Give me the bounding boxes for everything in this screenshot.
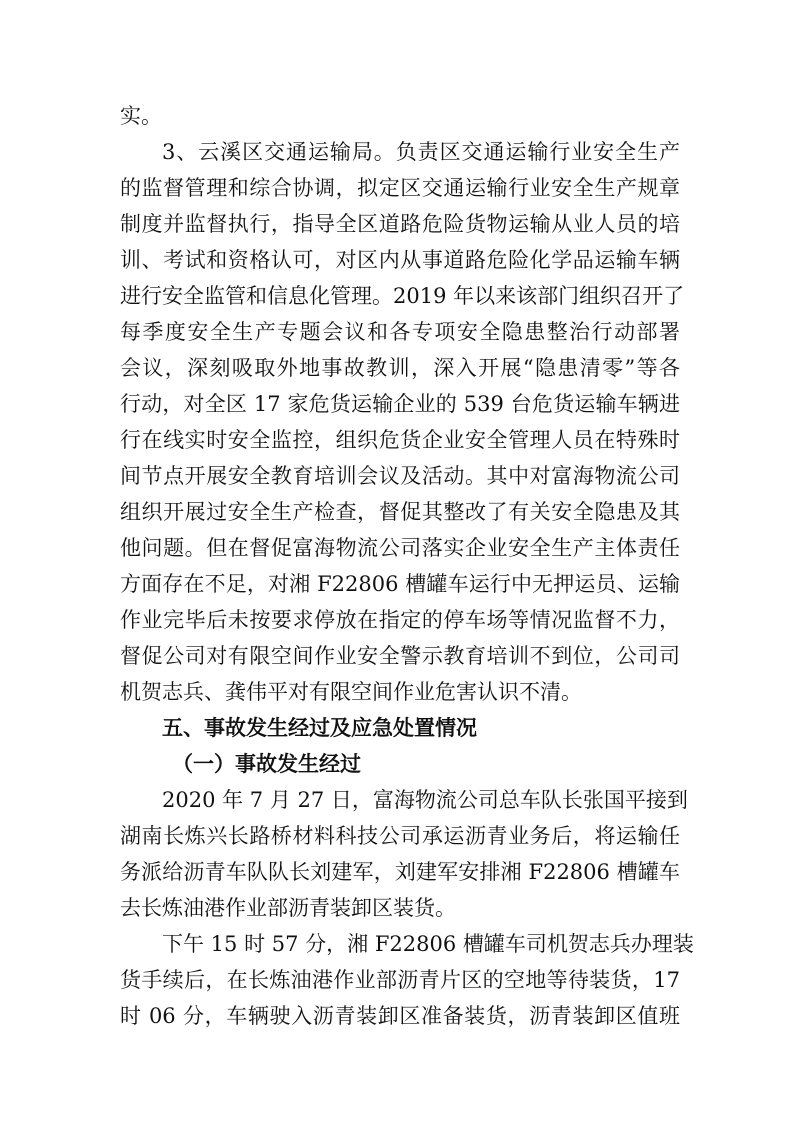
paragraph-line: 间节点开展安全教育培训会议及活动。其中对富海物流公司 — [120, 464, 680, 488]
subsection-heading: （一）事故发生经过 — [172, 752, 361, 776]
paragraph-line: 下午 15 时 57 分，湘 F22806 槽罐车司机贺志兵办理装 — [162, 932, 694, 956]
paragraph-line: 训、考试和资格认可，对区内从事道路危险化学品运输车辆 — [120, 248, 680, 272]
paragraph-line: 湖南长炼兴长路桥材料科技公司承运沥青业务后，将运输任 — [120, 824, 680, 848]
section-heading: 五、事故发生经过及应急处置情况 — [162, 716, 477, 740]
paragraph-line: 2020 年 7 月 27 日，富海物流公司总车队长张国平接到 — [162, 788, 688, 812]
paragraph-line: 3、云溪区交通运输局。负责区交通运输行业安全生产 — [162, 140, 680, 164]
paragraph-line: 他问题。但在督促富海物流公司落实企业安全生产主体责任 — [120, 536, 680, 560]
paragraph-line: 务派给沥青车队队长刘建军，刘建军安排湘 F22806 槽罐车 — [120, 860, 680, 884]
paragraph-line: 督促公司对有限空间作业安全警示教育培训不到位，公司司 — [120, 644, 680, 668]
paragraph-line: 组织开展过安全生产检查，督促其整改了有关安全隐患及其 — [120, 500, 680, 524]
paragraph-line: 去长炼油港作业部沥青装卸区装货。 — [120, 896, 456, 920]
document-body — [120, 98, 694, 1034]
paragraph-line: 行在线实时安全监控，组织危货企业安全管理人员在特殊时 — [120, 428, 680, 452]
paragraph-line: 制度并监督执行，指导全区道路危险货物运输从业人员的培 — [120, 212, 680, 236]
paragraph-line: 机贺志兵、龚伟平对有限空间作业危害认识不清。 — [120, 680, 582, 704]
paragraph-line: 作业完毕后未按要求停放在指定的停车场等情况监督不力， — [120, 608, 680, 632]
paragraph-line: 每季度安全生产专题会议和各专项安全隐患整治行动部署 — [120, 320, 680, 344]
paragraph-line: 方面存在不足，对湘 F22806 槽罐车运行中无押运员、运输 — [120, 572, 680, 596]
paragraph-line: 货手续后，在长炼油港作业部沥青片区的空地等待装货，17 — [120, 968, 680, 992]
paragraph-line: 实。 — [120, 104, 162, 128]
paragraph-line: 时 06 分，车辆驶入沥青装卸区准备装货，沥青装卸区值班 — [120, 1004, 680, 1028]
paragraph-line: 会议，深刻吸取外地事故教训，深入开展“隐患清零”等各 — [120, 356, 680, 380]
paragraph-line: 行动，对全区 17 家危货运输企业的 539 台危货运输车辆进 — [120, 392, 680, 416]
paragraph-line: 的监督管理和综合协调，拟定区交通运输行业安全生产规章 — [120, 176, 680, 200]
paragraph-line: 进行安全监管和信息化管理。2019 年以来该部门组织召开了 — [120, 284, 685, 308]
